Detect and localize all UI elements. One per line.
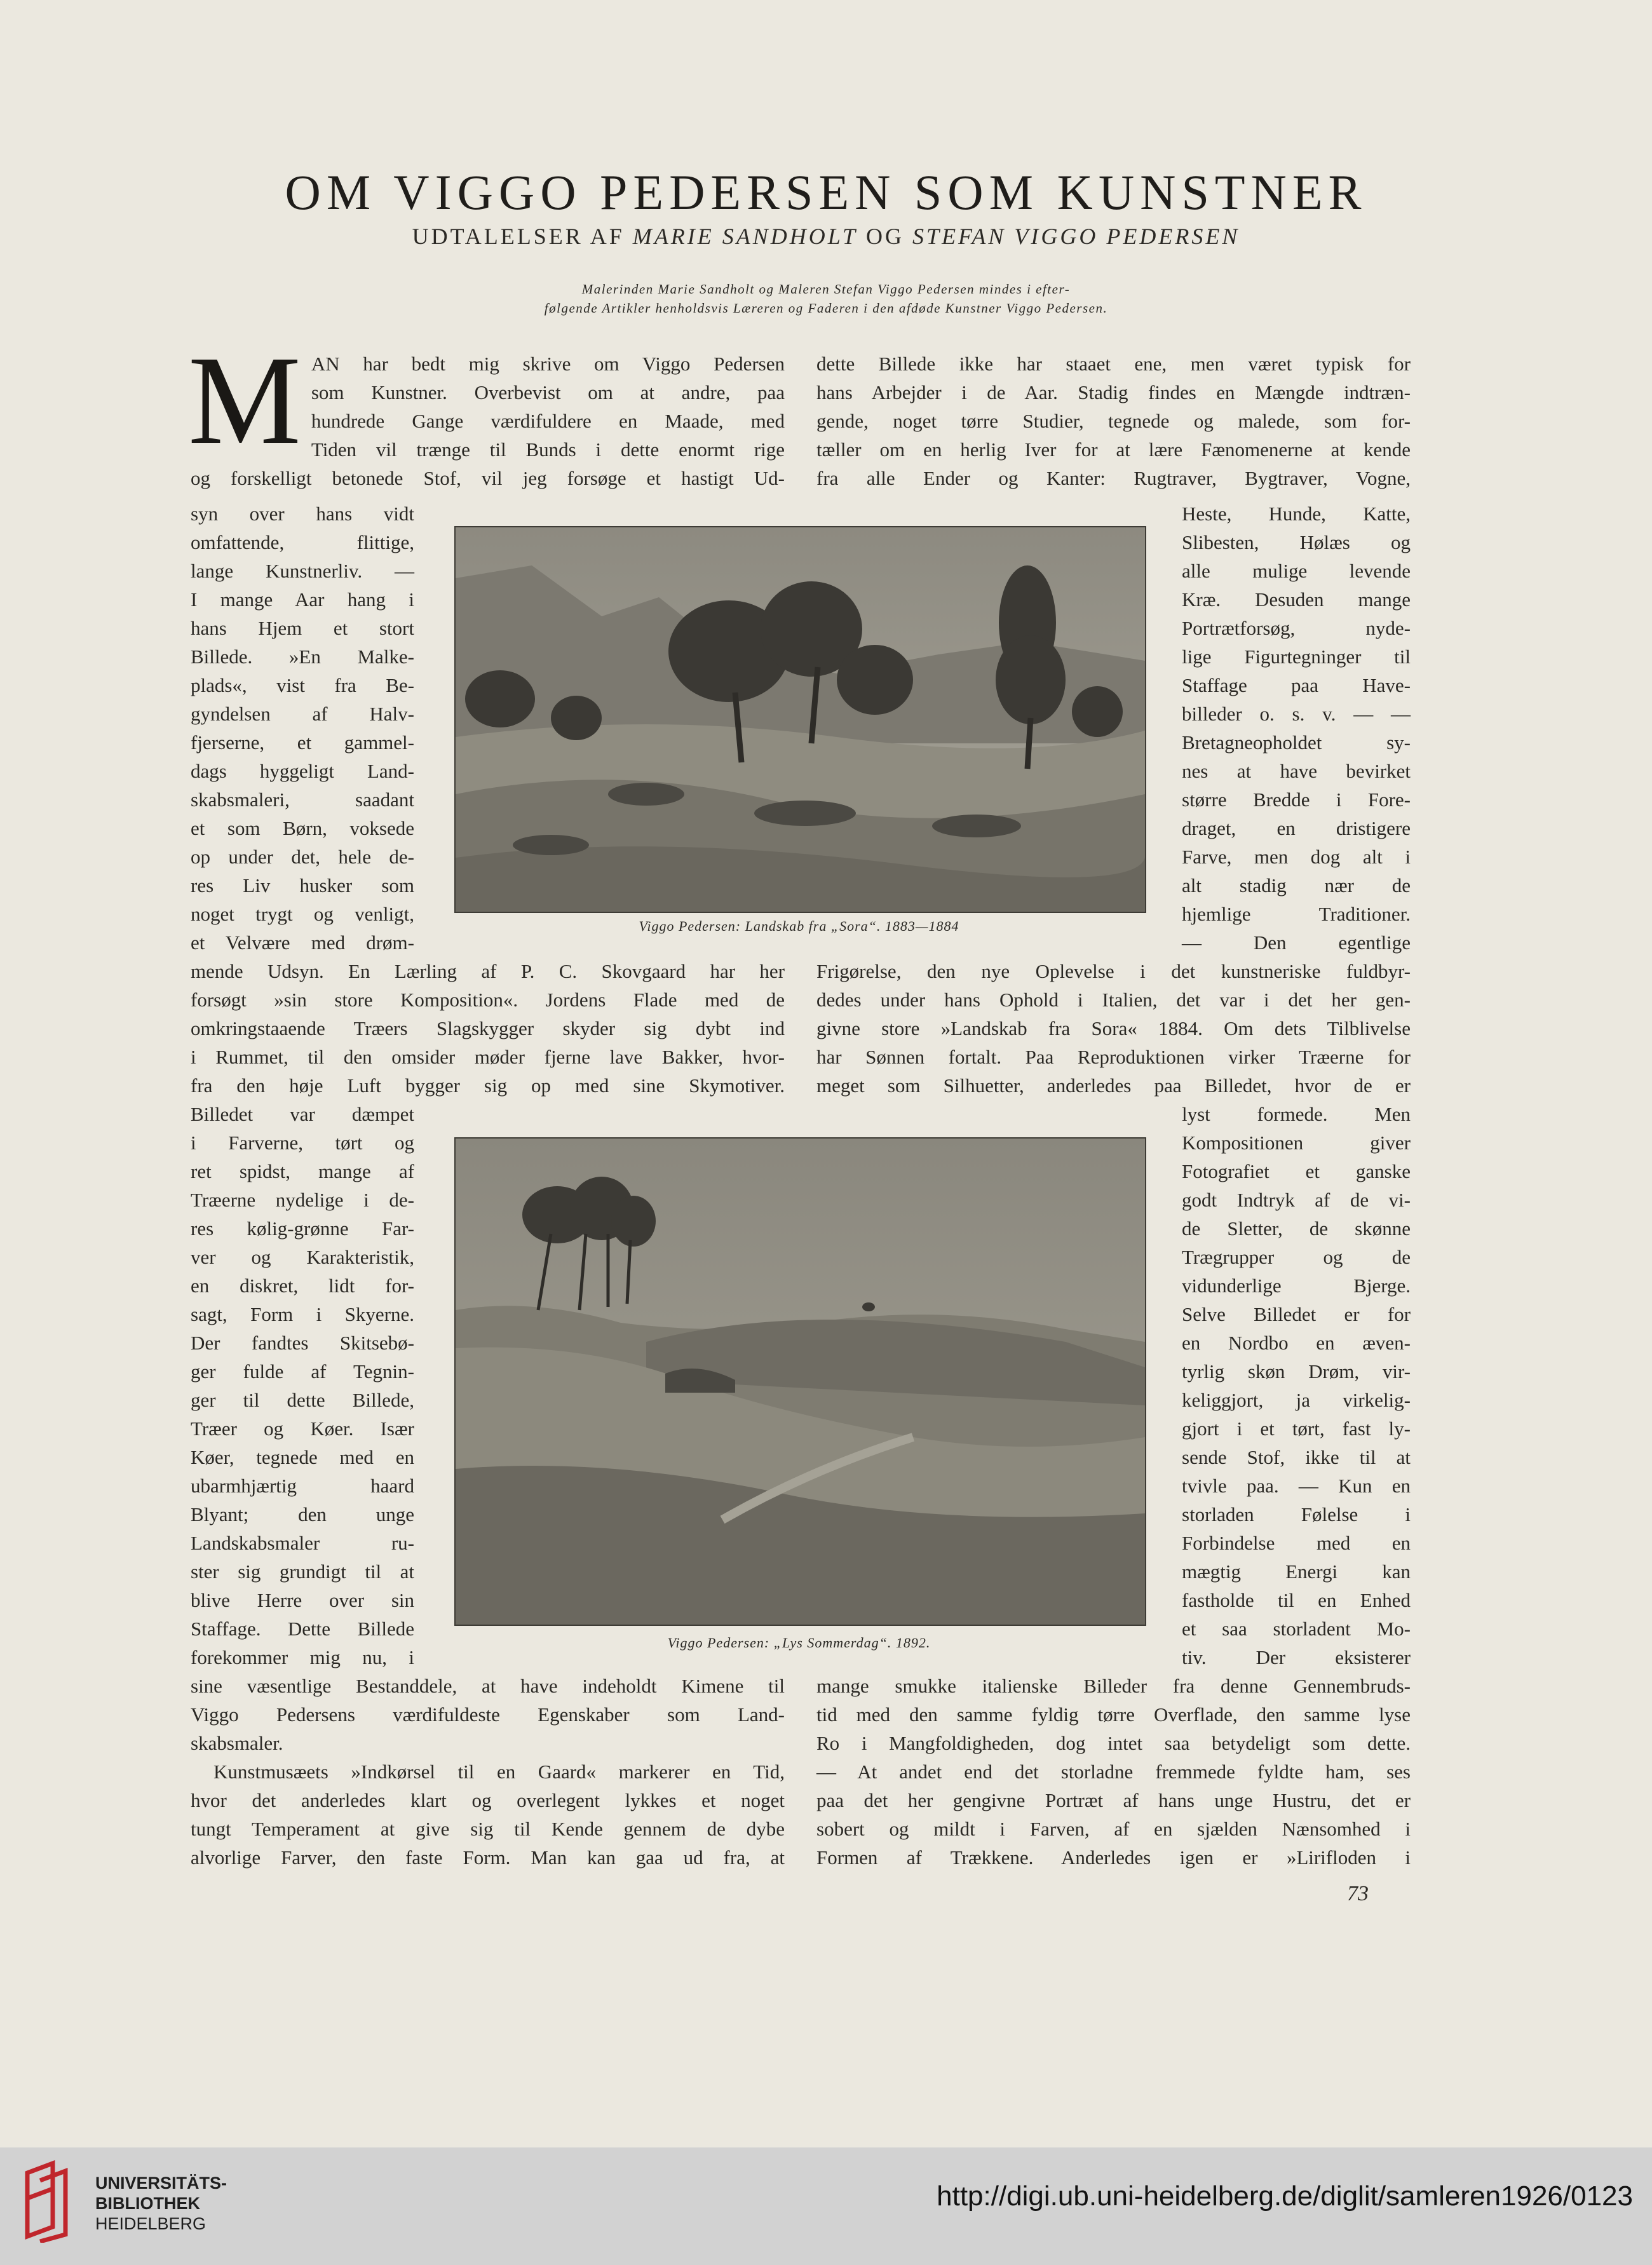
- text-line: noget trygt og venligt,: [191, 903, 414, 925]
- text-line: skabsmaleri, saadant: [191, 788, 414, 811]
- text-line: Landskabsmaler ru-: [191, 1532, 414, 1554]
- text-line: lange Kunstnerliv. —: [191, 560, 414, 582]
- text-line: fra den høje Luft bygger sig op med sine Skymotiver.: [191, 1074, 785, 1097]
- text-line: Der fandtes Skitsebø-: [191, 1332, 414, 1354]
- right-column-c: [816, 1672, 1411, 1872]
- text-line: i Farverne, tørt og: [191, 1132, 414, 1154]
- text-line: mange smukke italienske Billeder fra denne Gennembruds-: [816, 1675, 1411, 1697]
- text-line: Tiden vil trænge til Bunds i dette enormt rige: [311, 438, 785, 461]
- text-line: ger fulde af Tegnin-: [191, 1360, 414, 1383]
- text-line: Bretagneopholdet sy-: [1182, 731, 1411, 754]
- text-line: — At andet end det storladne fremmede fyldte ham, ses: [816, 1761, 1411, 1783]
- left-column-b: [191, 957, 785, 1100]
- text-line: Trægrupper og de: [1182, 1246, 1411, 1268]
- right-narrow-b: [1182, 1100, 1411, 1672]
- text-line: et saa storladent Mo-: [1182, 1618, 1411, 1640]
- library-name-line-1: UNIVERSITÄTS-: [95, 2174, 227, 2193]
- text-line: godt Indtryk af de vi-: [1182, 1189, 1411, 1211]
- text-line: forsøgt »sin store Komposition«. Jordens Flade med de: [191, 989, 785, 1011]
- text-line: større Bredde i Fore-: [1182, 788, 1411, 811]
- text-line: Blyant; den unge: [191, 1503, 414, 1525]
- text-line: ubarmhjærtig haard: [191, 1475, 414, 1497]
- text-line: tungt Temperament at give sig til Kende gennem de dybe: [191, 1818, 785, 1840]
- text-line: lyst formede. Men: [1182, 1103, 1411, 1125]
- text-line: res kølig-grønne Far-: [191, 1217, 414, 1240]
- text-line: sende Stof, ikke til at: [1182, 1446, 1411, 1468]
- text-line: nes at have bevirket: [1182, 760, 1411, 782]
- library-name: [95, 2173, 227, 2234]
- subtitle-prefix: UDTALELSER AF: [412, 224, 633, 249]
- text-line: lige Figurtegninger til: [1182, 646, 1411, 668]
- text-line: Selve Billedet er for: [1182, 1303, 1411, 1325]
- text-line: ret spidst, mange af: [191, 1160, 414, 1182]
- subtitle-mid: OG: [858, 224, 913, 249]
- text-line: fastholde til en Enhed: [1182, 1589, 1411, 1611]
- text-line: ger til dette Billede,: [191, 1389, 414, 1411]
- text-line: ster sig grundigt til at: [191, 1560, 414, 1583]
- text-line: — Den egentlige: [1182, 931, 1411, 954]
- text-line: hjemlige Traditioner.: [1182, 903, 1411, 925]
- drop-cap: M: [188, 330, 301, 471]
- left-narrow-a: [191, 499, 414, 957]
- text-line: hvor det anderledes klart og overlegent lykkes et noget: [191, 1789, 785, 1811]
- source-url-link[interactable]: http://digi.ub.uni-heidelberg.de/diglit/samleren1926/0123: [937, 2180, 1633, 2212]
- figure-1-caption: Viggo Pedersen: Landskab fra „Sora“. 1883—1884: [639, 918, 959, 934]
- text-line: syn over hans vidt: [191, 503, 414, 525]
- text-line: op under det, hele de-: [191, 846, 414, 868]
- text-line: Billedet var dæmpet: [191, 1103, 414, 1125]
- text-line: hans Arbejder i de Aar. Stadig findes en Mængde indtræn-: [816, 381, 1411, 403]
- text-line: Ro i Mangfoldigheden, dog intet saa betydeligt som dette.: [816, 1732, 1411, 1754]
- text-line: Formen af Trækkene. Anderledes igen er »Lirifloden i: [816, 1846, 1411, 1869]
- library-name-line-2: BIBLIOTHEK: [95, 2194, 200, 2213]
- text-line: i Rummet, til den omsider møder fjerne lave Bakker, hvor-: [191, 1046, 785, 1068]
- text-line: en Nordbo en æven-: [1182, 1332, 1411, 1354]
- text-line: Staffage. Dette Billede: [191, 1618, 414, 1640]
- text-line: mende Udsyn. En Lærling af P. C. Skovgaard har her: [191, 960, 785, 982]
- text-line: Heste, Hunde, Katte,: [1182, 503, 1411, 525]
- text-line: ver og Karakteristik,: [191, 1246, 414, 1268]
- text-line: I mange Aar hang i: [191, 588, 414, 611]
- text-line: Frigørelse, den nye Oplevelse i det kunstneriske fuldbyr-: [816, 960, 1411, 982]
- text-line: tæller om en herlig Iver for at lære Fænomenerne at kende: [816, 438, 1411, 461]
- text-line: vidunderlige Bjerge.: [1182, 1274, 1411, 1297]
- right-column-b: [816, 957, 1411, 1100]
- text-line: Staffage paa Have-: [1182, 674, 1411, 696]
- intro-line: Malerinden Marie Sandholt og Maleren Stefan Viggo Pedersen mindes i efter-: [581, 281, 1071, 297]
- text-line: keliggjort, ja virkelig-: [1182, 1389, 1411, 1411]
- text-line: omkringstaaende Træers Slagskygger skyder sig dybt ind: [191, 1017, 785, 1039]
- text-line: og forskelligt betonede Stof, vil jeg forsøge et hastigt Ud-: [191, 467, 785, 489]
- article-intro: [0, 280, 1652, 318]
- text-line: fra alle Ender og Kanter: Rugtraver, Bygtraver, Vogne,: [816, 467, 1411, 489]
- subtitle-author-1: MARIE SANDHOLT: [632, 224, 858, 249]
- text-line: mægtig Energi kan: [1182, 1560, 1411, 1583]
- text-line: dette Billede ikke har staaet ene, men været typisk for: [816, 353, 1411, 375]
- painting-landscape-sora: [454, 526, 1146, 913]
- text-line: draget, en dristigere: [1182, 817, 1411, 839]
- text-line: gende, noget tørre Studier, tegnede og malede, som for-: [816, 410, 1411, 432]
- text-line: skabsmaler.: [191, 1732, 283, 1754]
- text-line: Farve, men dog alt i: [1182, 846, 1411, 868]
- text-line: tyrlig skøn Drøm, vir-: [1182, 1360, 1411, 1383]
- text-line: givne store »Landskab fra Sora« 1884. Om dets Tilblivelse: [816, 1017, 1411, 1039]
- text-line: Træerne nydelige i de-: [191, 1189, 414, 1211]
- text-line: plads«, vist fra Be-: [191, 674, 414, 696]
- text-line: fjerserne, et gammel-: [191, 731, 414, 754]
- painting-lys-sommerdag-image: [456, 1139, 1145, 1625]
- text-line: Billede. »En Malke-: [191, 646, 414, 668]
- text-line: sagt, Form i Skyerne.: [191, 1303, 414, 1325]
- text-line: tid med den samme fyldig tørre Overflade, den samme lyse: [816, 1703, 1411, 1726]
- university-library-logo-icon: [18, 2160, 81, 2243]
- left-column-a: [188, 330, 785, 492]
- text-line: sobert og mildt i Farven, af en sjælden Nænsomhed i: [816, 1818, 1411, 1840]
- library-name-line-3: HEIDELBERG: [95, 2214, 207, 2233]
- article-subtitle: [0, 222, 1652, 250]
- text-line: tiv. Der eksisterer: [1182, 1646, 1411, 1668]
- text-line: forekommer mig nu, i: [191, 1646, 414, 1668]
- text-line: et som Børn, voksede: [191, 817, 414, 839]
- text-line: gyndelsen af Halv-: [191, 703, 414, 725]
- subtitle-author-2: STEFAN VIGGO PEDERSEN: [912, 224, 1240, 249]
- text-line: Kompositionen giver: [1182, 1132, 1411, 1154]
- text-line: omfattende, flittige,: [191, 531, 414, 553]
- right-narrow-a: [1182, 499, 1411, 957]
- right-column-a: [816, 349, 1411, 492]
- text-line: storladen Følelse i: [1182, 1503, 1411, 1525]
- text-line: en diskret, lidt for-: [191, 1274, 414, 1297]
- text-line: AN har bedt mig skrive om Viggo Pedersen: [311, 353, 785, 375]
- text-line: alt stadig nær de: [1182, 874, 1411, 896]
- intro-line: følgende Artikler henholdsvis Læreren og Faderen i den afdøde Kunstner Viggo Pedersen.: [544, 301, 1108, 316]
- left-narrow-b: [191, 1100, 414, 1672]
- text-line: hundrede Gange værdifuldere en Maade, med: [311, 410, 785, 432]
- text-line: Forbindelse med en: [1182, 1532, 1411, 1554]
- text-line: alvorlige Farver, den faste Form. Man kan gaa ud fra, at: [191, 1846, 785, 1869]
- text-line: res Liv husker som: [191, 874, 414, 896]
- text-line: alle mulige levende: [1182, 560, 1411, 582]
- text-line: billeder o. s. v. — —: [1182, 703, 1411, 725]
- text-line: paa det her gengivne Portræt af hans unge Hustru, det er: [816, 1789, 1411, 1811]
- figure-2-caption: Viggo Pedersen: „Lys Sommerdag“. 1892.: [667, 1635, 931, 1651]
- text-line: har Sønnen fortalt. Paa Reproduktionen virker Træerne for: [816, 1046, 1411, 1068]
- text-line: Viggo Pedersens værdifuldeste Egenskaber som Land-: [191, 1703, 785, 1726]
- text-line: sine væsentlige Bestanddele, at have indeholdt Kimene til: [191, 1675, 785, 1697]
- text-line: gjort i et tørt, fast ly-: [1182, 1417, 1411, 1440]
- text-line: et Velvære med drøm-: [191, 931, 414, 954]
- text-line: Slibesten, Hølæs og: [1182, 531, 1411, 553]
- text-line: hans Hjem et stort: [191, 617, 414, 639]
- text-line: tvivle paa. — Kun en: [1182, 1475, 1411, 1497]
- text-line: Portrætforsøg, nyde-: [1182, 617, 1411, 639]
- article-title: OM VIGGO PEDERSEN SOM KUNSTNER: [285, 165, 1367, 220]
- text-line: som Kunstner. Overbevist om at andre, paa: [311, 381, 785, 403]
- text-line: de Sletter, de skønne: [1182, 1217, 1411, 1240]
- painting-lys-sommerdag: [454, 1137, 1146, 1626]
- text-line: Træer og Køer. Især: [191, 1417, 414, 1440]
- text-line: meget som Silhuetter, anderledes paa Billedet, hvor de er: [816, 1074, 1411, 1097]
- text-line: dedes under hans Ophold i Italien, det var i det her gen-: [816, 989, 1411, 1011]
- text-line: blive Herre over sin: [191, 1589, 414, 1611]
- painting-landscape-sora-image: [456, 527, 1145, 912]
- text-line: Køer, tegnede med en: [191, 1446, 414, 1468]
- text-line: Kræ. Desuden mange: [1182, 588, 1411, 611]
- text-line: Fotografiet et ganske: [1182, 1160, 1411, 1182]
- text-line: dags hyggeligt Land-: [191, 760, 414, 782]
- left-column-c: [191, 1672, 785, 1872]
- text-line: Kunstmusæets »Indkørsel til en Gaard« markerer en Tid,: [213, 1761, 785, 1783]
- page-number: 73: [1347, 1882, 1369, 1905]
